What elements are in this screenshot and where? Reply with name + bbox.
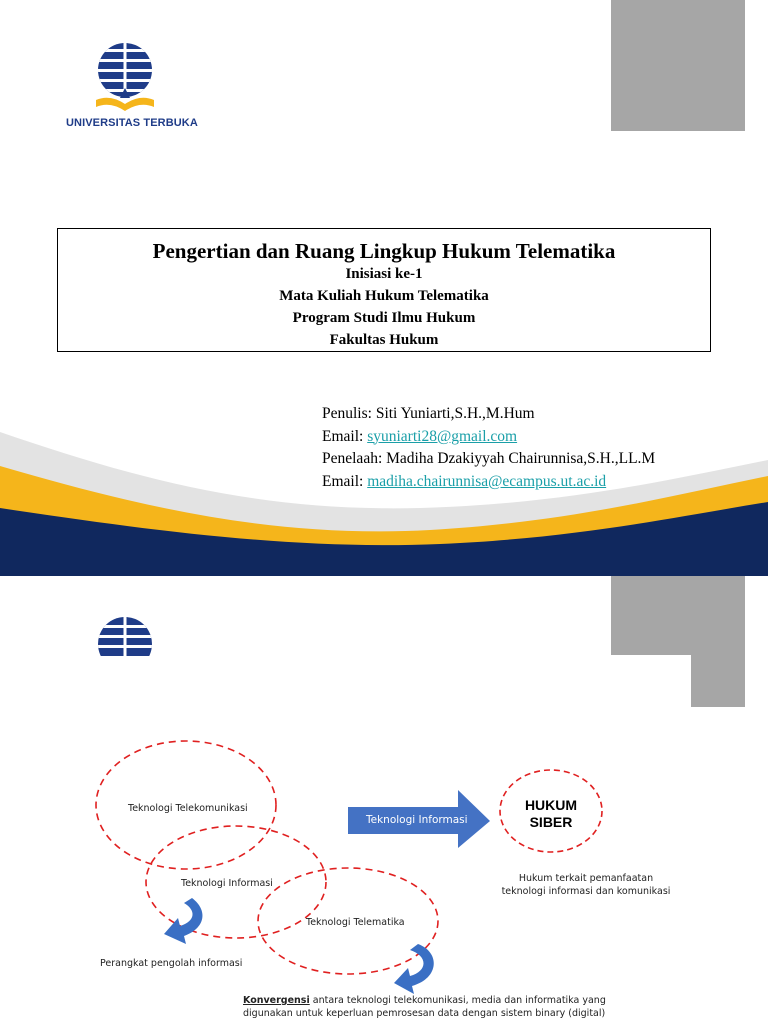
writer-name: Siti Yuniarti,S.H.,M.Hum [375, 405, 535, 422]
writer-line [322, 403, 655, 426]
hukum-caption [496, 872, 676, 898]
subtitle-session: Inisiasi ke-1 [345, 266, 423, 282]
writer-email-line [322, 426, 655, 449]
convergence-note-line2: digunakan untuk keperluan pemrosesan data dengan sistem binary (digital) [243, 1008, 606, 1019]
slide-diagram [0, 576, 768, 1024]
email-label: Email: [322, 427, 364, 445]
convergence-keyword: Konvergensi [243, 995, 310, 1006]
reviewer-name: Madiha Dzakiyyah Chairunnisa,S.H.,LL.M [386, 450, 656, 467]
curved-arrow-left [164, 898, 202, 944]
hukum-caption-line1: Hukum terkait pemanfaatan [518, 873, 654, 884]
convergence-note-rest: antara teknologi telekomunikasi, media dan informatika yang [309, 995, 606, 1006]
hukum-caption-line2: teknologi informasi dan komunikasi [501, 886, 671, 897]
corner-grey-block [611, 0, 745, 131]
reviewer-email-link[interactable]: madiha.chairunnisa@ecampus.ut.ac.id [367, 472, 607, 490]
reviewer-line [322, 448, 655, 471]
curved-arrow-right [394, 944, 434, 994]
subtitle-course: Mata Kuliah Hukum Telematika [279, 288, 489, 304]
hukum-siber [511, 797, 591, 831]
university-logo [90, 40, 160, 118]
writer-email-link[interactable]: syuniarti28@gmail.com [367, 427, 518, 445]
label-perangkat: Perangkat pengolah informasi [100, 958, 243, 969]
logo-text: UNIVERSITAS TERBUKA [66, 117, 198, 129]
credits-block [322, 403, 655, 493]
subtitle-faculty: Fakultas Hukum [329, 332, 439, 348]
arrow-label: Teknologi Informasi [366, 814, 468, 826]
reviewer-label: Penelaah: [322, 450, 383, 467]
label-informasi: Teknologi Informasi [181, 878, 273, 889]
convergence-note [243, 994, 606, 1020]
title-box [57, 228, 711, 352]
hukum-siber-line2: SIBER [529, 814, 573, 830]
subtitle-program: Program Studi Ilmu Hukum [292, 310, 476, 326]
presentation-title: Pengertian dan Ruang Lingkup Hukum Telematika [152, 239, 616, 263]
label-telematika: Teknologi Telematika [306, 917, 405, 928]
label-telekomunikasi: Teknologi Telekomunikasi [128, 803, 248, 814]
reviewer-email-line [322, 471, 655, 494]
hukum-siber-line1: HUKUM [524, 797, 578, 813]
convergence-diagram [0, 576, 768, 1024]
writer-label: Penulis: [322, 405, 372, 422]
email-label: Email: [322, 472, 364, 490]
convergence-note-line1 [243, 994, 606, 1007]
